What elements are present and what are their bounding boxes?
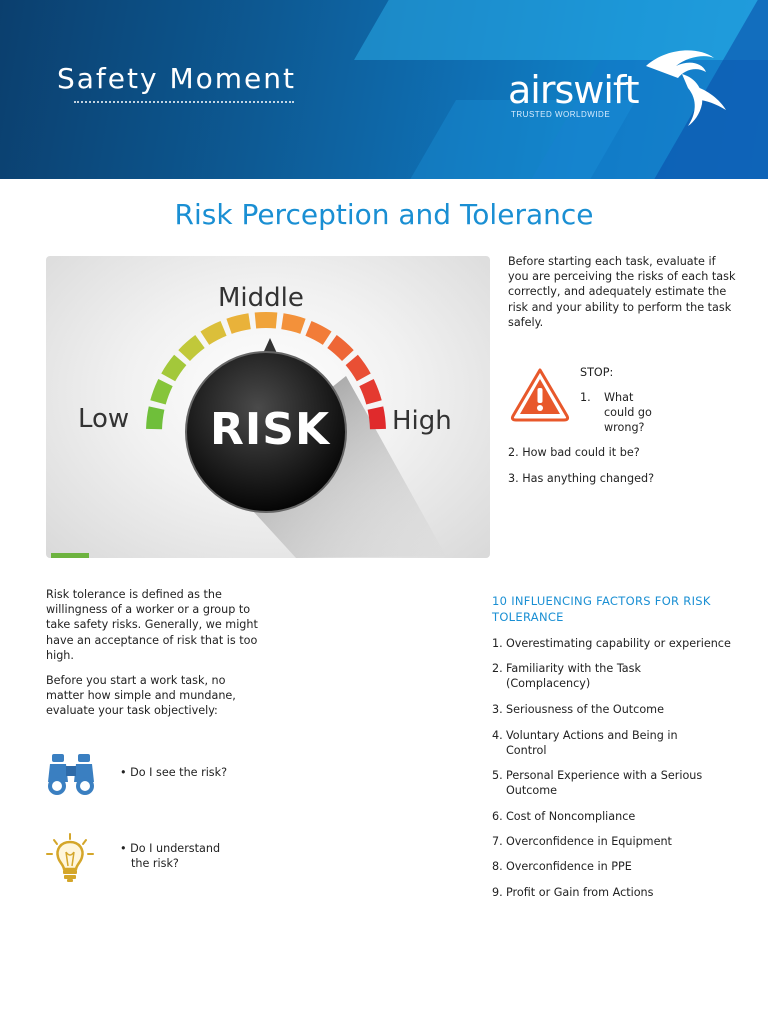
factor-item — [492, 636, 752, 651]
stop-item-number: 3. — [508, 472, 519, 485]
lightbulb-icon — [44, 832, 96, 884]
gauge-segment — [161, 355, 186, 381]
factor-text: Cost of Noncompliance — [506, 810, 636, 823]
gauge-segment — [281, 313, 305, 334]
factor-text: Seriousness of the Outcome — [506, 703, 664, 716]
intro-paragraph: Before starting each task, evaluate if you are perceiving the risks of each task correctly, and adequately estimate the risk and your ability to perform the task safely. — [508, 255, 736, 329]
bullet-see-risk: • Do I see the risk? — [120, 766, 228, 779]
factor-number: 5. — [492, 769, 503, 782]
factor-number: 7. — [492, 835, 503, 848]
airswift-logo — [508, 44, 728, 124]
factor-item — [492, 859, 752, 874]
factor-text: Profit or Gain from Actions — [506, 886, 654, 899]
gauge-segment — [359, 379, 381, 404]
stop-item-number: 2. — [508, 446, 519, 459]
gauge-segment — [327, 335, 353, 361]
factor-text: Personal Experience with a Serious — [506, 769, 703, 782]
gauge-segment — [150, 379, 172, 404]
factor-item — [492, 809, 752, 824]
factor-text: Overconfidence in PPE — [506, 860, 632, 873]
factor-text-continued: (Complacency) — [506, 677, 591, 690]
stop-item — [580, 390, 660, 435]
binoculars-icon — [46, 752, 96, 796]
objective-paragraph: Before you start a work task, no matter how simple and mundane, evaluate your task objectively: — [46, 674, 236, 718]
gauge-label-high: High — [392, 406, 452, 436]
factors-heading: 10 INFLUENCING FACTORS FOR RISK TOLERANCE — [492, 594, 711, 624]
stop-label: STOP: — [580, 366, 614, 379]
stop-item-text: How bad could it be? — [522, 446, 640, 459]
factor-number: 2. — [492, 662, 503, 675]
factor-text: Voluntary Actions and Being in — [506, 729, 678, 742]
gauge-label-middle: Middle — [218, 283, 304, 313]
factor-number: 8. — [492, 860, 503, 873]
factor-number: 4. — [492, 729, 503, 742]
factor-item — [492, 728, 752, 758]
gauge-segment — [146, 406, 164, 429]
image-accent-tab — [51, 553, 89, 558]
risk-gauge-image — [46, 256, 490, 558]
warning-icon — [509, 366, 571, 422]
gauge-segment — [200, 321, 226, 345]
risk-tolerance-paragraph: Risk tolerance is defined as the willingness of a worker or a group to take safety risks. Generally, we might have an acceptance of risk that is too high. — [46, 588, 258, 662]
gauge-segment — [178, 335, 204, 361]
logo-tagline: TRUSTED WORLDWIDE — [511, 110, 611, 119]
stop-item-number: 1. — [580, 391, 591, 404]
factor-number: 9. — [492, 886, 503, 899]
gauge-label-risk: RISK — [210, 404, 331, 455]
stop-item-text: Has anything changed? — [522, 472, 655, 485]
factor-number: 6. — [492, 810, 503, 823]
factor-item — [492, 661, 752, 691]
stop-item — [508, 472, 654, 485]
bullet-line: the risk? — [131, 857, 179, 870]
gauge-segment — [226, 313, 250, 334]
logo-swoosh-icon — [636, 44, 728, 126]
factor-text: Familiarity with the Task — [506, 662, 641, 675]
factor-text: Overestimating capability or experience — [506, 637, 731, 650]
gauge-segment — [255, 312, 278, 328]
gauge-segment — [305, 321, 331, 345]
page-title: Risk Perception and Tolerance — [174, 198, 594, 231]
factor-item — [492, 768, 752, 798]
factor-text-continued: Outcome — [506, 784, 558, 797]
factor-number: 1. — [492, 637, 503, 650]
bullet-line: • Do I understand — [120, 842, 221, 855]
stop-item — [508, 446, 640, 459]
header-banner — [0, 0, 768, 179]
gauge-segment — [368, 406, 386, 429]
logo-wordmark: airswift — [508, 68, 639, 112]
gauge-segment — [346, 355, 371, 381]
factor-item — [492, 702, 752, 717]
factor-item — [492, 834, 752, 849]
factor-text-continued: Control — [506, 744, 547, 757]
header-dotted-rule — [74, 101, 294, 103]
header-title: Safety Moment — [57, 62, 296, 95]
factor-item — [492, 885, 752, 900]
stop-item-text: What could go wrong? — [604, 391, 652, 434]
factor-number: 3. — [492, 703, 503, 716]
bullet-understand-risk — [120, 841, 220, 871]
gauge-label-low: Low — [78, 404, 130, 434]
factor-text: Overconfidence in Equipment — [506, 835, 672, 848]
